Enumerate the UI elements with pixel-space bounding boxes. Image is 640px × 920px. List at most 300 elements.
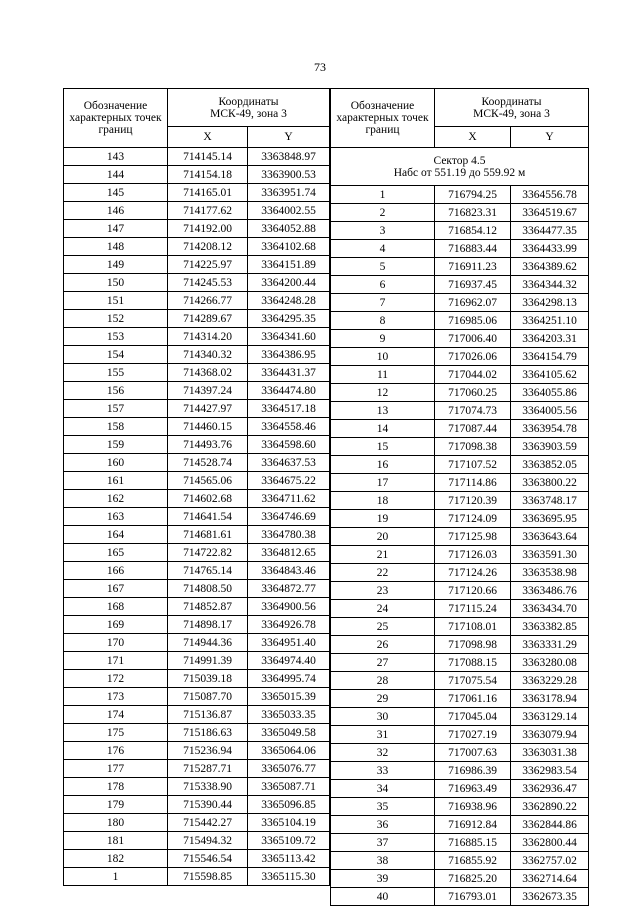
x-coordinate-cell: 714460.15 [168, 418, 248, 436]
table-row [331, 420, 589, 438]
column-header-coordinates [168, 89, 330, 127]
x-coordinate-cell: 717108.01 [435, 618, 511, 636]
x-coordinate-cell: 717060.25 [435, 384, 511, 402]
point-id-cell: 174 [64, 706, 168, 724]
table-row [331, 816, 589, 834]
y-coordinate-cell: 3364431.37 [248, 364, 330, 382]
table-row [64, 148, 330, 166]
x-coordinate-cell: 715338.90 [168, 778, 248, 796]
left-table-body [64, 148, 330, 886]
table-row [331, 654, 589, 672]
point-id-cell: 25 [331, 618, 435, 636]
table-row [331, 330, 589, 348]
table-row [64, 490, 330, 508]
point-id-cell: 4 [331, 240, 435, 258]
table-row [331, 870, 589, 888]
point-id-cell: 147 [64, 220, 168, 238]
table-row [64, 166, 330, 184]
x-coordinate-cell: 714765.14 [168, 562, 248, 580]
table-row [331, 582, 589, 600]
table-row [331, 672, 589, 690]
x-coordinate-cell: 716937.45 [435, 276, 511, 294]
y-coordinate-cell: 3364295.35 [248, 310, 330, 328]
x-coordinate-cell: 714165.01 [168, 184, 248, 202]
x-coordinate-cell: 716938.96 [435, 798, 511, 816]
y-coordinate-cell: 3363748.17 [511, 492, 589, 510]
x-coordinate-cell: 715598.85 [168, 868, 248, 886]
y-coordinate-cell: 3364974.40 [248, 652, 330, 670]
point-id-cell: 19 [331, 510, 435, 528]
y-coordinate-cell: 3364812.65 [248, 544, 330, 562]
y-coordinate-cell: 3365115.30 [248, 868, 330, 886]
point-id-cell: 38 [331, 852, 435, 870]
x-coordinate-cell: 717107.52 [435, 456, 511, 474]
x-coordinate-cell: 714528.74 [168, 454, 248, 472]
y-coordinate-cell: 3362844.86 [511, 816, 589, 834]
point-id-cell: 1 [331, 186, 435, 204]
table-row [64, 562, 330, 580]
x-coordinate-cell: 714266.77 [168, 292, 248, 310]
y-coordinate-cell: 3364598.60 [248, 436, 330, 454]
x-coordinate-cell: 715494.32 [168, 832, 248, 850]
point-id-cell: 36 [331, 816, 435, 834]
x-coordinate-cell: 716794.25 [435, 186, 511, 204]
column-header-y: Y [248, 127, 330, 148]
y-coordinate-cell: 3364843.46 [248, 562, 330, 580]
table-row [64, 706, 330, 724]
coordinates-table-left [63, 88, 330, 886]
table-row [331, 852, 589, 870]
table-row [331, 744, 589, 762]
point-id-cell: 29 [331, 690, 435, 708]
point-id-cell: 146 [64, 202, 168, 220]
x-coordinate-cell: 714208.12 [168, 238, 248, 256]
table-row [64, 256, 330, 274]
table-row [64, 220, 330, 238]
x-coordinate-cell: 717115.24 [435, 600, 511, 618]
x-coordinate-cell: 717087.44 [435, 420, 511, 438]
table-row [64, 472, 330, 490]
table-row [331, 294, 589, 312]
point-id-cell: 30 [331, 708, 435, 726]
x-coordinate-cell: 714245.53 [168, 274, 248, 292]
column-header-point: Обозначение характерных точек границ [331, 89, 435, 148]
table-row [331, 780, 589, 798]
table-row [331, 456, 589, 474]
y-coordinate-cell: 3364995.74 [248, 670, 330, 688]
point-id-cell: 157 [64, 400, 168, 418]
y-coordinate-cell: 3362673.35 [511, 888, 589, 906]
table-row [331, 636, 589, 654]
table-row [64, 274, 330, 292]
point-id-cell: 179 [64, 796, 168, 814]
point-id-cell: 24 [331, 600, 435, 618]
y-coordinate-cell: 3363031.38 [511, 744, 589, 762]
x-coordinate-cell: 714289.67 [168, 310, 248, 328]
point-id-cell: 169 [64, 616, 168, 634]
table-row [64, 436, 330, 454]
x-coordinate-cell: 714602.68 [168, 490, 248, 508]
y-coordinate-cell: 3364102.68 [248, 238, 330, 256]
point-id-cell: 159 [64, 436, 168, 454]
point-id-cell: 145 [64, 184, 168, 202]
point-id-cell: 3 [331, 222, 435, 240]
y-coordinate-cell: 3364105.62 [511, 366, 589, 384]
table-row [64, 400, 330, 418]
point-id-cell: 170 [64, 634, 168, 652]
x-coordinate-cell: 714944.36 [168, 634, 248, 652]
y-coordinate-cell: 3364780.38 [248, 526, 330, 544]
column-header-point: Обозначение характерных точек границ [64, 89, 168, 148]
x-coordinate-cell: 717125.98 [435, 528, 511, 546]
sector-cell [331, 148, 589, 186]
y-coordinate-cell: 3363129.14 [511, 708, 589, 726]
y-coordinate-cell: 3364558.46 [248, 418, 330, 436]
y-coordinate-cell: 3365033.35 [248, 706, 330, 724]
table-row [331, 618, 589, 636]
point-id-cell: 156 [64, 382, 168, 400]
sector-row [331, 148, 589, 186]
point-id-cell: 27 [331, 654, 435, 672]
x-coordinate-cell: 714991.39 [168, 652, 248, 670]
x-coordinate-cell: 717098.98 [435, 636, 511, 654]
table-row [64, 508, 330, 526]
y-coordinate-cell: 3364052.88 [248, 220, 330, 238]
table-row [331, 492, 589, 510]
sector-title: Сектор 4.5 [433, 154, 486, 167]
x-coordinate-cell: 716962.07 [435, 294, 511, 312]
y-coordinate-cell: 3363954.78 [511, 420, 589, 438]
point-id-cell: 12 [331, 384, 435, 402]
column-header-y: Y [511, 127, 589, 148]
y-coordinate-cell: 3364154.79 [511, 348, 589, 366]
point-id-cell: 5 [331, 258, 435, 276]
x-coordinate-cell: 714154.18 [168, 166, 248, 184]
point-id-cell: 178 [64, 778, 168, 796]
y-coordinate-cell: 3364477.35 [511, 222, 589, 240]
y-coordinate-cell: 3364055.86 [511, 384, 589, 402]
x-coordinate-cell: 716793.01 [435, 888, 511, 906]
table-row [331, 888, 589, 906]
coordinates-title: Координаты [481, 95, 542, 108]
point-id-cell: 40 [331, 888, 435, 906]
point-id-cell: 28 [331, 672, 435, 690]
table-row [64, 364, 330, 382]
point-id-cell: 177 [64, 760, 168, 778]
x-coordinate-cell: 715390.44 [168, 796, 248, 814]
x-coordinate-cell: 716855.92 [435, 852, 511, 870]
y-coordinate-cell: 3365049.58 [248, 724, 330, 742]
x-coordinate-cell: 714368.02 [168, 364, 248, 382]
point-id-cell: 151 [64, 292, 168, 310]
x-coordinate-cell: 714641.54 [168, 508, 248, 526]
x-coordinate-cell: 714397.24 [168, 382, 248, 400]
y-coordinate-cell: 3364474.80 [248, 382, 330, 400]
point-id-cell: 168 [64, 598, 168, 616]
x-coordinate-cell: 716985.06 [435, 312, 511, 330]
table-row [331, 348, 589, 366]
y-coordinate-cell: 3364675.22 [248, 472, 330, 490]
y-coordinate-cell: 3362890.22 [511, 798, 589, 816]
table-row [64, 580, 330, 598]
y-coordinate-cell: 3362714.64 [511, 870, 589, 888]
coordinates-table-right [330, 88, 589, 906]
x-coordinate-cell: 714808.50 [168, 580, 248, 598]
table-row [331, 474, 589, 492]
x-coordinate-cell: 715546.54 [168, 850, 248, 868]
y-coordinate-cell: 3363591.30 [511, 546, 589, 564]
table-row [331, 366, 589, 384]
point-id-cell: 149 [64, 256, 168, 274]
table-row [331, 528, 589, 546]
x-coordinate-cell: 717120.66 [435, 582, 511, 600]
point-id-cell: 167 [64, 580, 168, 598]
point-id-cell: 16 [331, 456, 435, 474]
point-id-cell: 15 [331, 438, 435, 456]
x-coordinate-cell: 714340.32 [168, 346, 248, 364]
y-coordinate-cell: 3365096.85 [248, 796, 330, 814]
y-coordinate-cell: 3364005.56 [511, 402, 589, 420]
point-id-cell: 35 [331, 798, 435, 816]
x-coordinate-cell: 717027.19 [435, 726, 511, 744]
point-id-cell: 26 [331, 636, 435, 654]
y-coordinate-cell: 3365087.71 [248, 778, 330, 796]
point-id-cell: 1 [64, 868, 168, 886]
table-row [64, 328, 330, 346]
point-id-cell: 8 [331, 312, 435, 330]
table-row [64, 688, 330, 706]
point-id-cell: 2 [331, 204, 435, 222]
coordinates-title: Координаты [218, 95, 279, 108]
point-id-cell: 143 [64, 148, 168, 166]
x-coordinate-cell: 717124.09 [435, 510, 511, 528]
point-id-cell: 14 [331, 420, 435, 438]
column-header-x: X [168, 127, 248, 148]
x-coordinate-cell: 716963.49 [435, 780, 511, 798]
x-coordinate-cell: 714852.87 [168, 598, 248, 616]
y-coordinate-cell: 3364002.55 [248, 202, 330, 220]
point-id-cell: 158 [64, 418, 168, 436]
x-coordinate-cell: 716854.12 [435, 222, 511, 240]
point-id-cell: 171 [64, 652, 168, 670]
table-row [331, 312, 589, 330]
table-row [64, 868, 330, 886]
point-id-cell: 20 [331, 528, 435, 546]
x-coordinate-cell: 714565.06 [168, 472, 248, 490]
table-row [64, 670, 330, 688]
y-coordinate-cell: 3364711.62 [248, 490, 330, 508]
x-coordinate-cell: 714681.61 [168, 526, 248, 544]
point-id-cell: 150 [64, 274, 168, 292]
y-coordinate-cell: 3363848.97 [248, 148, 330, 166]
point-id-cell: 6 [331, 276, 435, 294]
y-coordinate-cell: 3364386.95 [248, 346, 330, 364]
table-row [331, 438, 589, 456]
x-coordinate-cell: 716825.20 [435, 870, 511, 888]
coordinates-system: МСК-49, зона 3 [473, 107, 550, 120]
coordinates-system: МСК-49, зона 3 [210, 107, 287, 120]
sector-elevation: Набс от 551.19 до 559.92 м [393, 166, 526, 179]
x-coordinate-cell: 717075.54 [435, 672, 511, 690]
point-id-cell: 33 [331, 762, 435, 780]
y-coordinate-cell: 3365104.19 [248, 814, 330, 832]
y-coordinate-cell: 3363434.70 [511, 600, 589, 618]
y-coordinate-cell: 3363486.76 [511, 582, 589, 600]
y-coordinate-cell: 3364200.44 [248, 274, 330, 292]
x-coordinate-cell: 715236.94 [168, 742, 248, 760]
table-row [331, 384, 589, 402]
y-coordinate-cell: 3363900.53 [248, 166, 330, 184]
y-coordinate-cell: 3363280.08 [511, 654, 589, 672]
y-coordinate-cell: 3364298.13 [511, 294, 589, 312]
point-id-cell: 23 [331, 582, 435, 600]
x-coordinate-cell: 717061.16 [435, 690, 511, 708]
y-coordinate-cell: 3363079.94 [511, 726, 589, 744]
y-coordinate-cell: 3365113.42 [248, 850, 330, 868]
point-id-cell: 34 [331, 780, 435, 798]
x-coordinate-cell: 717126.03 [435, 546, 511, 564]
x-coordinate-cell: 715442.27 [168, 814, 248, 832]
point-id-cell: 39 [331, 870, 435, 888]
point-id-cell: 165 [64, 544, 168, 562]
y-coordinate-cell: 3363331.29 [511, 636, 589, 654]
x-coordinate-cell: 717044.02 [435, 366, 511, 384]
y-coordinate-cell: 3363903.59 [511, 438, 589, 456]
x-coordinate-cell: 716883.44 [435, 240, 511, 258]
point-id-cell: 32 [331, 744, 435, 762]
y-coordinate-cell: 3364341.60 [248, 328, 330, 346]
point-id-cell: 180 [64, 814, 168, 832]
y-coordinate-cell: 3363382.85 [511, 618, 589, 636]
table-row [331, 276, 589, 294]
y-coordinate-cell: 3364900.56 [248, 598, 330, 616]
y-coordinate-cell: 3363695.95 [511, 510, 589, 528]
x-coordinate-cell: 716885.15 [435, 834, 511, 852]
table-row [64, 634, 330, 652]
table-row [64, 598, 330, 616]
table-row [64, 796, 330, 814]
table-row [331, 798, 589, 816]
y-coordinate-cell: 3364519.67 [511, 204, 589, 222]
point-id-cell: 7 [331, 294, 435, 312]
point-id-cell: 31 [331, 726, 435, 744]
y-coordinate-cell: 3365064.06 [248, 742, 330, 760]
point-id-cell: 160 [64, 454, 168, 472]
y-coordinate-cell: 3365015.39 [248, 688, 330, 706]
table-row [64, 724, 330, 742]
y-coordinate-cell: 3364203.31 [511, 330, 589, 348]
y-coordinate-cell: 3364389.62 [511, 258, 589, 276]
x-coordinate-cell: 717026.06 [435, 348, 511, 366]
point-id-cell: 17 [331, 474, 435, 492]
table-row [64, 526, 330, 544]
point-id-cell: 166 [64, 562, 168, 580]
x-coordinate-cell: 715287.71 [168, 760, 248, 778]
x-coordinate-cell: 717120.39 [435, 492, 511, 510]
table-row [64, 382, 330, 400]
x-coordinate-cell: 717114.86 [435, 474, 511, 492]
x-coordinate-cell: 715087.70 [168, 688, 248, 706]
table-row [331, 726, 589, 744]
point-id-cell: 154 [64, 346, 168, 364]
table-row [64, 454, 330, 472]
point-id-cell: 162 [64, 490, 168, 508]
point-id-cell: 164 [64, 526, 168, 544]
x-coordinate-cell: 715136.87 [168, 706, 248, 724]
table-row [331, 690, 589, 708]
point-id-cell: 155 [64, 364, 168, 382]
right-table-body [331, 148, 589, 906]
table-row [331, 564, 589, 582]
x-coordinate-cell: 717088.15 [435, 654, 511, 672]
table-row [331, 834, 589, 852]
point-id-cell: 11 [331, 366, 435, 384]
table-row [64, 616, 330, 634]
table-row [64, 292, 330, 310]
point-id-cell: 182 [64, 850, 168, 868]
point-id-cell: 153 [64, 328, 168, 346]
column-header-x: X [435, 127, 511, 148]
table-row [331, 186, 589, 204]
point-id-cell: 152 [64, 310, 168, 328]
y-coordinate-cell: 3365109.72 [248, 832, 330, 850]
table-row [64, 778, 330, 796]
point-id-cell: 18 [331, 492, 435, 510]
x-coordinate-cell: 717006.40 [435, 330, 511, 348]
point-id-cell: 173 [64, 688, 168, 706]
table-row [64, 310, 330, 328]
point-id-cell: 10 [331, 348, 435, 366]
table-row [331, 402, 589, 420]
x-coordinate-cell: 715039.18 [168, 670, 248, 688]
point-id-cell: 175 [64, 724, 168, 742]
y-coordinate-cell: 3362936.47 [511, 780, 589, 798]
y-coordinate-cell: 3364926.78 [248, 616, 330, 634]
point-id-cell: 9 [331, 330, 435, 348]
x-coordinate-cell: 714314.20 [168, 328, 248, 346]
table-row [331, 762, 589, 780]
y-coordinate-cell: 3362983.54 [511, 762, 589, 780]
y-coordinate-cell: 3364517.18 [248, 400, 330, 418]
x-coordinate-cell: 716911.23 [435, 258, 511, 276]
y-coordinate-cell: 3364951.40 [248, 634, 330, 652]
y-coordinate-cell: 3364344.32 [511, 276, 589, 294]
table-row [331, 258, 589, 276]
y-coordinate-cell: 3364637.53 [248, 454, 330, 472]
x-coordinate-cell: 714225.97 [168, 256, 248, 274]
y-coordinate-cell: 3362757.02 [511, 852, 589, 870]
table-row [64, 346, 330, 364]
table-row [64, 544, 330, 562]
point-id-cell: 22 [331, 564, 435, 582]
y-coordinate-cell: 3363800.22 [511, 474, 589, 492]
y-coordinate-cell: 3363538.98 [511, 564, 589, 582]
y-coordinate-cell: 3364556.78 [511, 186, 589, 204]
point-id-cell: 181 [64, 832, 168, 850]
x-coordinate-cell: 717045.04 [435, 708, 511, 726]
x-coordinate-cell: 714493.76 [168, 436, 248, 454]
y-coordinate-cell: 3363643.64 [511, 528, 589, 546]
x-coordinate-cell: 716986.39 [435, 762, 511, 780]
x-coordinate-cell: 717074.73 [435, 402, 511, 420]
x-coordinate-cell: 717124.26 [435, 564, 511, 582]
table-row [331, 240, 589, 258]
point-id-cell: 161 [64, 472, 168, 490]
table-row [331, 222, 589, 240]
x-coordinate-cell: 717098.38 [435, 438, 511, 456]
x-coordinate-cell: 714192.00 [168, 220, 248, 238]
table-row [64, 760, 330, 778]
